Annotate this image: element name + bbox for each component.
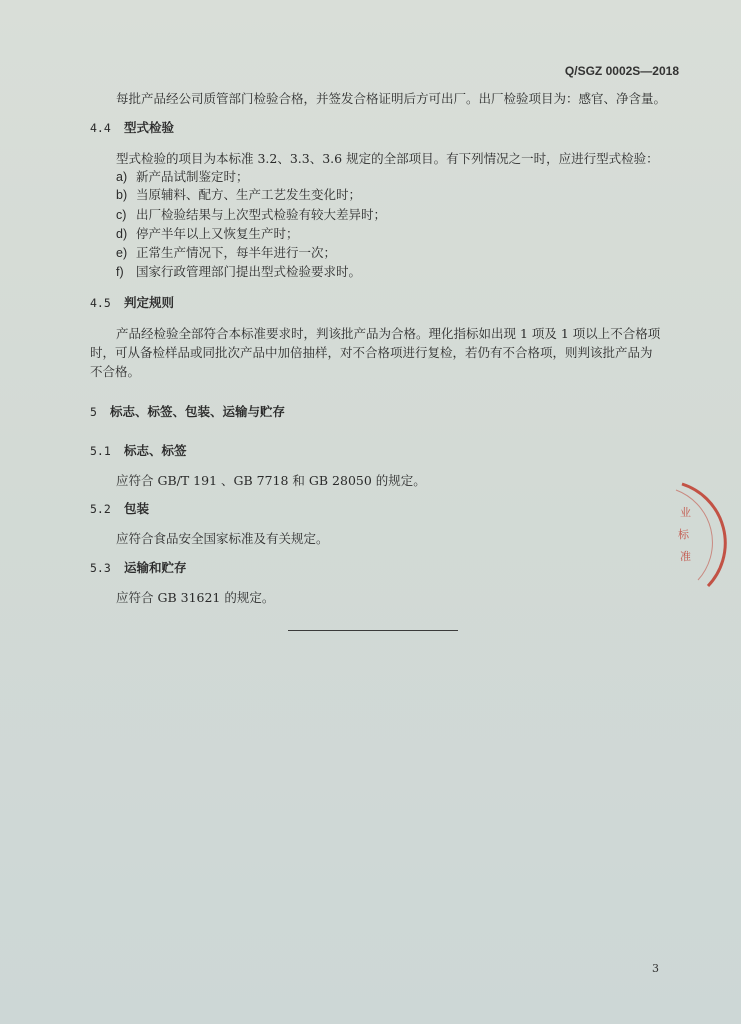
end-rule xyxy=(288,630,458,631)
section-4-4-intro: 型式检验的项目为本标准 3.2、3.3、3.6 规定的全部项目。有下列情况之一时，应进行型式检验： xyxy=(116,151,659,166)
list-item xyxy=(116,225,299,243)
list-item xyxy=(116,186,361,204)
list-mark: f) xyxy=(116,265,124,279)
list-text: 停产半年以上又恢复生产时； xyxy=(136,226,299,241)
section-title: 标志、标签、包装、运输与贮存 xyxy=(110,405,286,419)
section-number: 5.2 xyxy=(90,502,111,516)
section-title: 型式检验 xyxy=(124,121,175,135)
section-title: 判定规则 xyxy=(124,296,175,310)
rule-paragraph-line-2: 时，可从备检样品或同批次产品中加倍抽样，对不合格项进行复检，若仍有不合格项，则判该批产品为 xyxy=(90,345,653,360)
svg-text:业: 业 xyxy=(680,506,691,519)
list-item xyxy=(116,168,249,186)
list-mark: a) xyxy=(116,170,128,184)
list-item xyxy=(116,244,336,262)
section-title: 包装 xyxy=(124,502,150,516)
standard-code: Q/SGZ 0002S—2018 xyxy=(564,64,679,78)
list-text: 当原辅料、配方、生产工艺发生变化时； xyxy=(136,187,362,202)
section-5-2-text: 应符合食品安全国家标准及有关规定。 xyxy=(116,531,329,546)
seal-stamp xyxy=(668,476,741,596)
list-item xyxy=(116,206,386,224)
section-number: 4.4 xyxy=(90,121,111,135)
svg-text:标: 标 xyxy=(678,528,689,541)
paragraph-top: 每批产品经公司质管部门检验合格，并签发合格证明后方可出厂。出厂检验项目为：感官、净含量。 xyxy=(116,91,667,106)
section-5-3-text: 应符合 GB 31621 的规定。 xyxy=(116,590,275,605)
svg-text:准: 准 xyxy=(680,550,691,563)
section-5-3-heading xyxy=(90,559,187,577)
section-number: 4.5 xyxy=(90,296,111,310)
section-number: 5 xyxy=(90,405,97,419)
section-5-1-heading xyxy=(90,442,187,460)
section-number: 5.3 xyxy=(90,561,111,575)
list-item xyxy=(116,263,361,281)
list-mark: c) xyxy=(116,208,127,222)
list-text: 新产品试制鉴定时； xyxy=(136,169,249,184)
section-title: 运输和贮存 xyxy=(124,561,187,575)
list-mark: d) xyxy=(116,227,128,241)
section-5-1-text: 应符合 GB/T 191 、GB 7718 和 GB 28050 的规定。 xyxy=(116,473,426,488)
section-5-2-heading xyxy=(90,500,149,518)
rule-paragraph-line-1: 产品经检验全部符合本标准要求时，判该批产品为合格。理化指标如出现 1 项及 1 项以上不合格项 xyxy=(116,326,661,341)
section-number: 5.1 xyxy=(90,444,111,458)
list-text: 正常生产情况下，每半年进行一次； xyxy=(136,245,337,260)
list-text: 国家行政管理部门提出型式检验要求时。 xyxy=(136,264,362,279)
rule-paragraph-line-3: 不合格。 xyxy=(90,364,141,379)
section-title: 标志、标签 xyxy=(124,444,187,458)
page-number: 3 xyxy=(652,962,659,975)
section-4-5-heading xyxy=(90,294,174,312)
list-text: 出厂检验结果与上次型式检验有较大差异时； xyxy=(136,207,387,222)
section-5-heading xyxy=(90,403,285,421)
list-mark: b) xyxy=(116,188,128,202)
section-4-4-heading xyxy=(90,119,174,137)
list-mark: e) xyxy=(116,246,128,260)
